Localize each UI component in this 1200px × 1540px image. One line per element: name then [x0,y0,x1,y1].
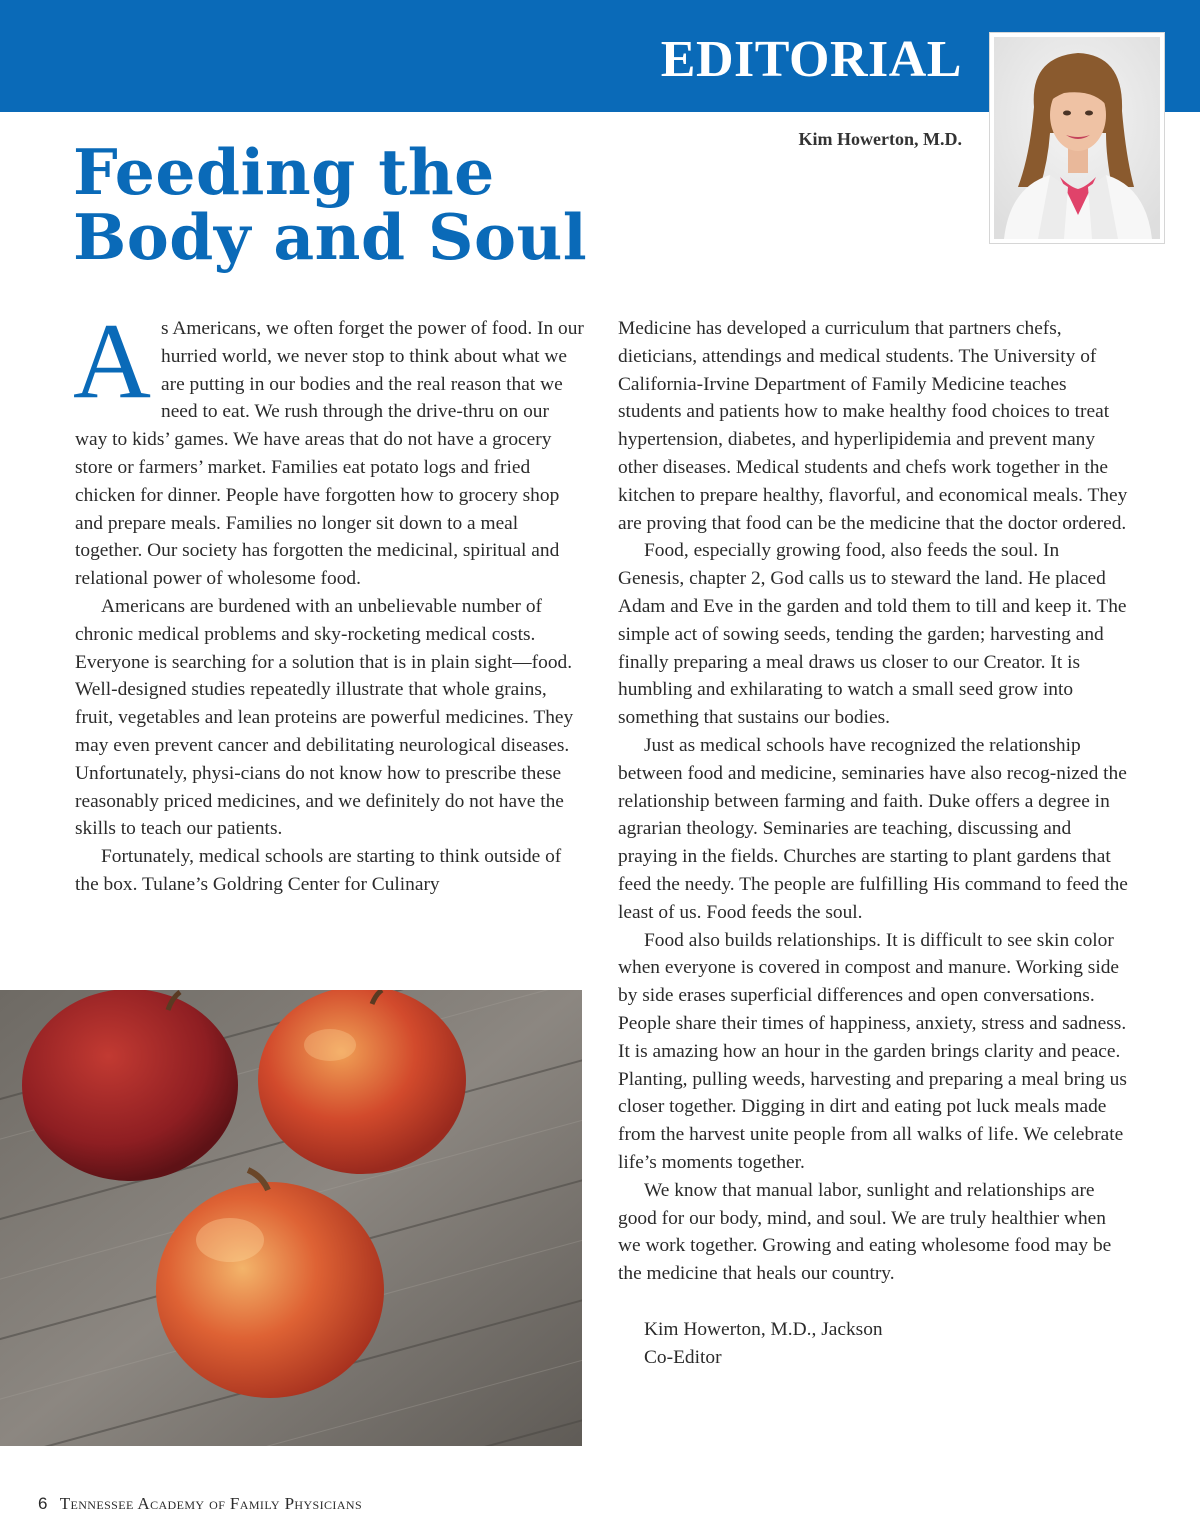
paragraph: Just as medical schools have recognized the relationship between food and medicine, seminaries have also recog-nized the relationship between farming and faith. Duke offers a degree in agrarian theology. Seminaries are teaching, discussing and praying in the fields. Churches are starting to plant gardens that feed the needy. The people are fulfilling His command to feed the least of us. Food feeds the soul. [618,734,1128,923]
author-byline: Kim Howerton, M.D. [798,129,962,149]
page-number: 6 [38,1494,48,1513]
signature-name: Kim Howerton, M.D., Jackson [644,1318,883,1340]
paragraph-text: s Americans, we often forget the power of food. In our hurried world, we never stop to think about what we are putting in our bodies and the real reason that we need to eat. We rush through the drive-thru on our way to kids’ games. We have areas that do not have a grocery store or farmers’ market. Families eat potato logs and fried chicken for dinner. People have forgotten how to grocery shop and prepare meals. Families no longer sit down to a meal together. Our society has forgotten the medicinal, spiritual and relational power of wholesome food. [75,318,584,590]
publication-name: Tennessee Academy of Family Physicians [59,1494,363,1513]
title-line-1: Feeding the [73,135,495,209]
signature-role: Co-Editor [644,1346,722,1368]
section-label: EDITORIAL [660,31,962,88]
paragraph [73,302,585,593]
drop-cap: A [73,302,151,421]
paragraph: Medicine has developed a curriculum that partners chefs, dieticians, attendings and medical students. The University of California-Irvine Department of Family Medicine teaches students and patients how to make healthy food choices to treat hypertension, diabetes, and hyperlipidemia and prevent many other diseases. Medical students and chefs work together in the kitchen to prepare healthy, flavorful, and economical meals. They are proving that food can be the medicine that the doctor ordered. [618,318,1128,534]
left-column [73,302,585,899]
right-column [618,315,1128,1371]
article-title [73,135,588,274]
paragraph: Food, especially growing food, also feeds the soul. In Genesis, chapter 2, God calls us to steward the land. He placed Adam and Eve in the garden and told them to till and keep it. The simple act of sowing seeds, tending the garden; harvesting and finally preparing a meal draws us closer to our Creator. It is humbling and exhilarating to watch a small seed grow into something that sustains our bodies. [618,540,1127,729]
paragraph: Food also builds relationships. It is difficult to see skin color when everyone is covered in compost and manure. Working side by side erases superficial differences and open conversations. People share their times of happiness, anxiety, stress and sadness. It is amazing how an hour in the garden brings clarity and peace. Planting, pulling weeds, harvesting and preparing a meal bring us closer together. Digging in dirt and eating pot luck meals made from the harvest unite people from all walks of life. We celebrate life’s moments together. [618,929,1127,1173]
paragraph: We know that manual labor, sunlight and relationships are good for our body, mind, and soul. We are truly healthier when we work together. Growing and eating wholesome food may be the medicine that heals our country. [618,1179,1112,1285]
author-portrait-photo [990,33,1164,243]
page-footer [38,1494,362,1514]
paragraph: Americans are burdened with an unbelievable number of chronic medical problems and sky-rocketing medical costs. Everyone is searching for a solution that is in plain sight—food. Well-designed studies repeatedly illustrate that whole grains, fruit, vegetables and lean proteins are powerful medicines. They may even prevent cancer and debilitating neurological diseases. Unfortunately, physi-cians do not know how to prescribe these reasonably priced medicines, and we definitely do not have the skills to teach our patients. [75,595,574,840]
signature-block [618,1316,1128,1372]
title-line-2: Body and Soul [73,200,588,274]
apples-on-wood-photo [0,990,582,1446]
paragraph: Fortunately, medical schools are starting to think outside of the box. Tulane’s Goldring Center for Culinary [75,846,562,895]
